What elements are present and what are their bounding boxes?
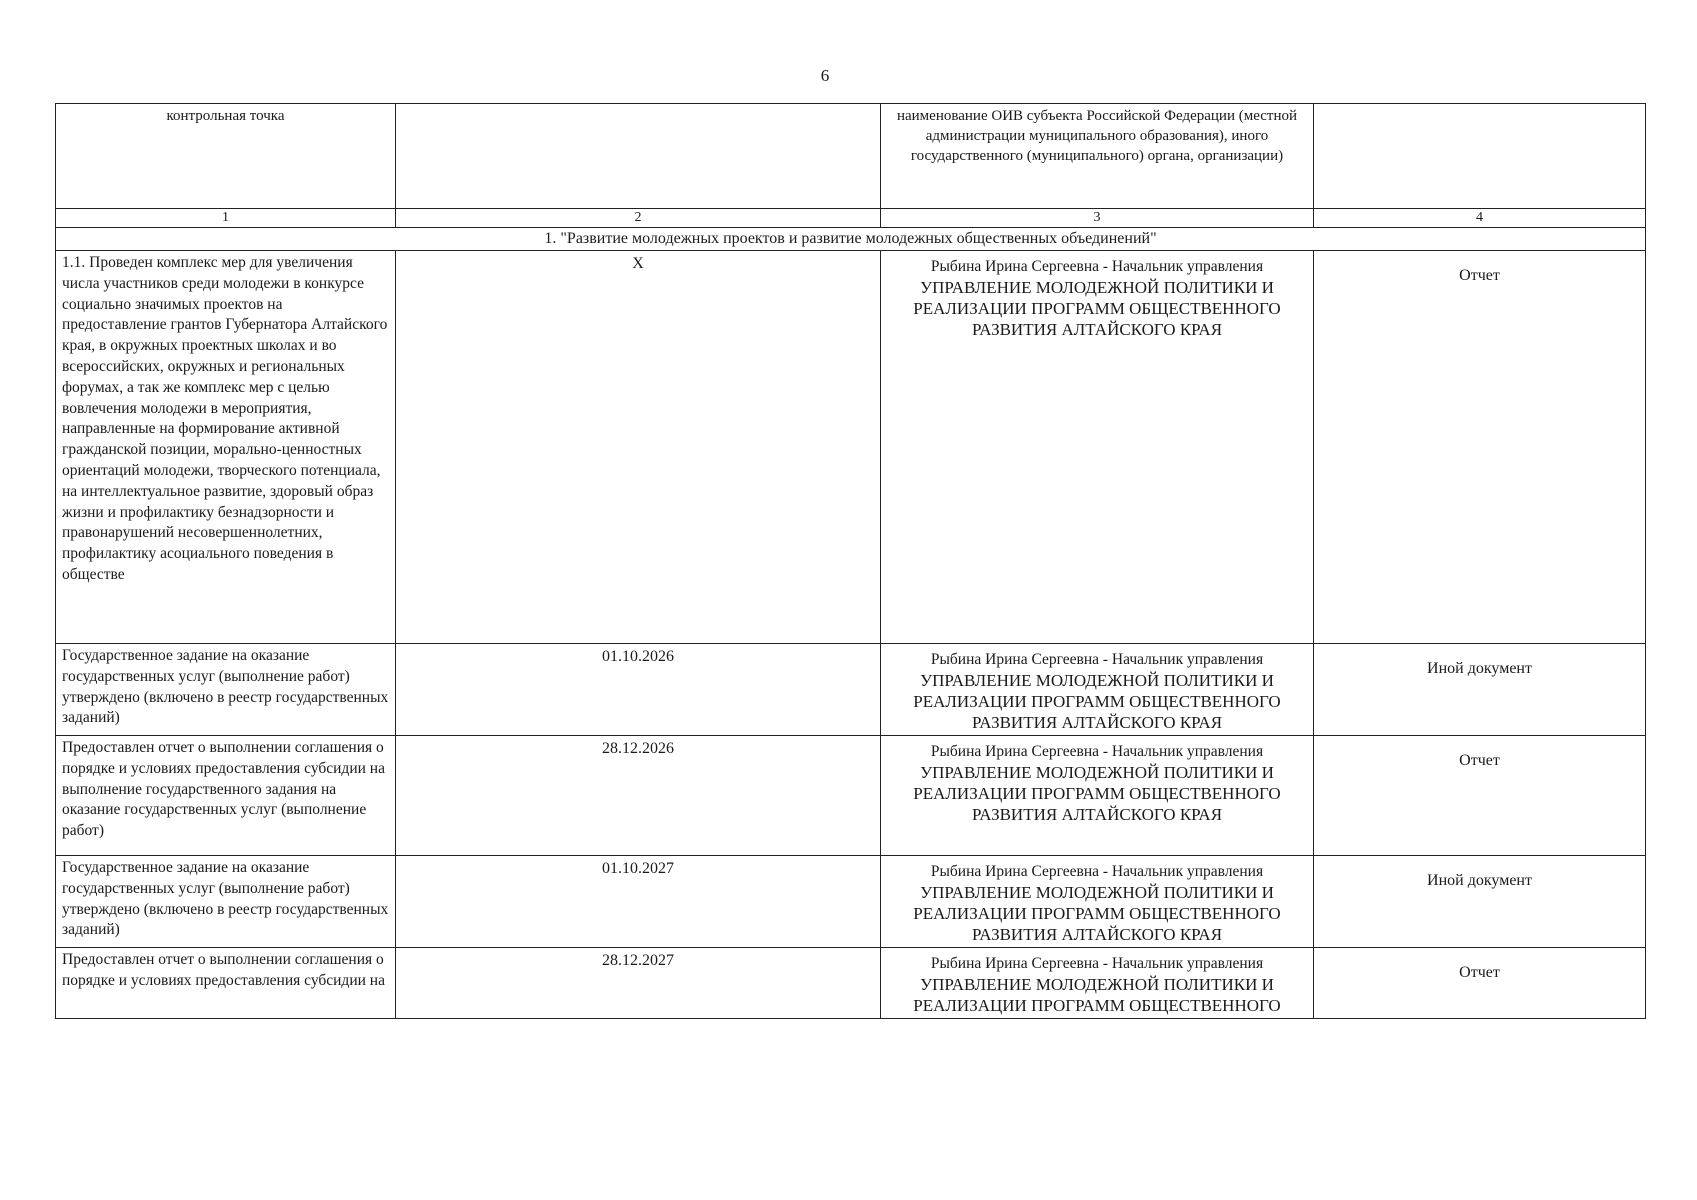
- responsible-org: УПРАВЛЕНИЕ МОЛОДЕЖНОЙ ПОЛИТИКИ И РЕАЛИЗАЦИИ ПРОГРАММ ОБЩЕСТВЕННОГО РАЗВИТИЯ АЛТАЙСКОГО КРАЯ: [913, 763, 1281, 824]
- checkpoint-cell: Предоставлен отчет о выполнении соглашения о порядке и условиях предоставления субсидии на: [56, 948, 396, 1019]
- column-number-1: 1: [56, 209, 396, 228]
- responsible-cell: [881, 856, 1314, 948]
- checkpoint-cell: 1.1. Проведен комплекс мер для увеличения числа участников среди молодежи в конкурсе социально значимых проектов на предоставление грантов Губернатора Алтайского края, в окружных проектных школах и во всероссийских, окружных и региональных форумах, а так же комплекс мер с целью вовлечения молодежи в мероприятия, направленные на формирование активной гражданской позиции, морально-ценностных ориентаций молодежи, творческого потенциала, на интеллектуальное развитие, здоровый образ жизни и профилактику безнадзорности и правонарушений несовершеннолетних, профилактику асоциального поведения в обществе: [56, 251, 396, 644]
- checkpoint-cell: Государственное задание на оказание государственных услуг (выполнение работ) утверждено (включено в реестр государственных заданий): [56, 856, 396, 948]
- document-type: Иной документ: [1427, 872, 1532, 889]
- document-type: Отчет: [1459, 752, 1500, 769]
- responsible-org: УПРАВЛЕНИЕ МОЛОДЕЖНОЙ ПОЛИТИКИ И РЕАЛИЗАЦИИ ПРОГРАММ ОБЩЕСТВЕННОГО РАЗВИТИЯ АЛТАЙСКОГО КРАЯ: [913, 883, 1281, 944]
- responsible-name: Рыбина Ирина Сергеевна - Начальник управления: [930, 863, 1264, 880]
- table-row: [56, 948, 1646, 1019]
- document-cell: [1314, 736, 1646, 856]
- table-row: [56, 644, 1646, 736]
- checkpoints-table: [55, 103, 1646, 1019]
- date-value: 01.10.2026: [602, 648, 674, 665]
- document-type: Иной документ: [1427, 660, 1532, 677]
- table-row: [56, 251, 1646, 644]
- column-number-4: 4: [1314, 209, 1646, 228]
- page-number: 6: [820, 66, 830, 85]
- responsible-name: Рыбина Ирина Сергеевна - Начальник управления: [930, 955, 1264, 972]
- column-number-row: [56, 209, 1646, 228]
- responsible-name: Рыбина Ирина Сергеевна - Начальник управления: [930, 651, 1264, 668]
- responsible-cell: [881, 948, 1314, 1019]
- table-row: [56, 856, 1646, 948]
- responsible-name: Рыбина Ирина Сергеевна - Начальник управления: [930, 743, 1264, 760]
- header-document: [1314, 104, 1646, 209]
- date-value: X: [632, 255, 644, 272]
- document-type: Отчет: [1459, 964, 1500, 981]
- document-cell: [1314, 251, 1646, 644]
- header-responsible: наименование ОИВ субъекта Российской Федерации (местной администрации муниципального образования), иного государственного (муниципального) органа, организации): [881, 104, 1314, 209]
- date-cell: [396, 948, 881, 1019]
- column-number-3: 3: [881, 209, 1314, 228]
- responsible-name: Рыбина Ирина Сергеевна - Начальник управления: [930, 258, 1264, 275]
- checkpoint-cell: Предоставлен отчет о выполнении соглашения о порядке и условиях предоставления субсидии на выполнение государственного задания на оказание государственных услуг (выполнение работ): [56, 736, 396, 856]
- header-date: [396, 104, 881, 209]
- responsible-org: УПРАВЛЕНИЕ МОЛОДЕЖНОЙ ПОЛИТИКИ И РЕАЛИЗАЦИИ ПРОГРАММ ОБЩЕСТВЕННОГО РАЗВИТИЯ АЛТАЙСКОГО КРАЯ: [913, 278, 1281, 339]
- date-value: 01.10.2027: [602, 860, 674, 877]
- document-cell: [1314, 948, 1646, 1019]
- document-cell: [1314, 644, 1646, 736]
- column-number-2: 2: [396, 209, 881, 228]
- header-checkpoint: контрольная точка: [56, 104, 396, 209]
- responsible-org: УПРАВЛЕНИЕ МОЛОДЕЖНОЙ ПОЛИТИКИ И РЕАЛИЗАЦИИ ПРОГРАММ ОБЩЕСТВЕННОГО: [913, 975, 1281, 1015]
- date-value: 28.12.2026: [602, 740, 674, 757]
- responsible-org: УПРАВЛЕНИЕ МОЛОДЕЖНОЙ ПОЛИТИКИ И РЕАЛИЗАЦИИ ПРОГРАММ ОБЩЕСТВЕННОГО РАЗВИТИЯ АЛТАЙСКОГО КРАЯ: [913, 671, 1281, 732]
- document-type: Отчет: [1459, 267, 1500, 284]
- responsible-cell: [881, 644, 1314, 736]
- header-row: [56, 104, 1646, 209]
- responsible-cell: [881, 736, 1314, 856]
- date-cell: [396, 736, 881, 856]
- date-cell: [396, 251, 881, 644]
- section-row: [56, 228, 1646, 251]
- section-title: 1. "Развитие молодежных проектов и развитие молодежных общественных объединений": [56, 228, 1646, 251]
- table-row: [56, 736, 1646, 856]
- date-cell: [396, 644, 881, 736]
- checkpoint-cell: Государственное задание на оказание государственных услуг (выполнение работ) утверждено (включено в реестр государственных заданий): [56, 644, 396, 736]
- date-value: 28.12.2027: [602, 952, 674, 969]
- date-cell: [396, 856, 881, 948]
- document-cell: [1314, 856, 1646, 948]
- responsible-cell: [881, 251, 1314, 644]
